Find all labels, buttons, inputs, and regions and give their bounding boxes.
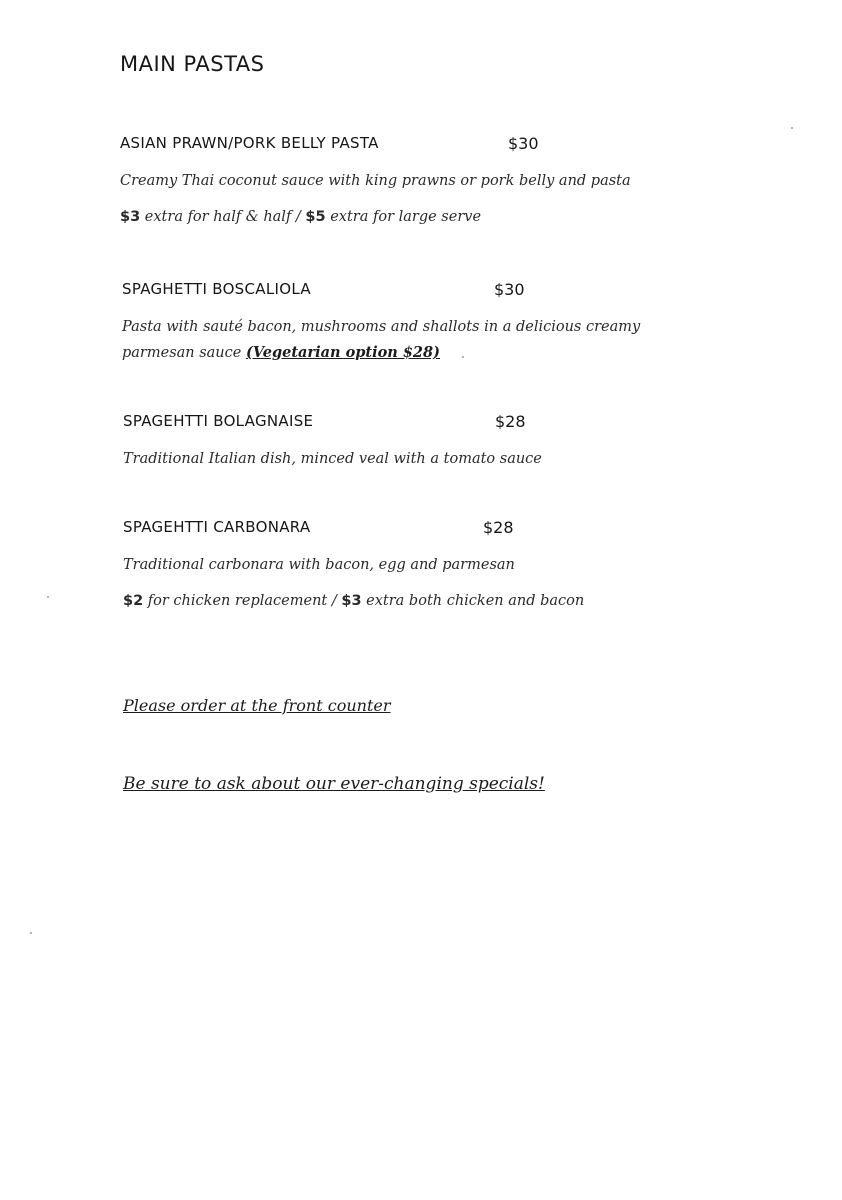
menu-item-description: Traditional Italian dish, minced veal with a tomato sauce	[123, 451, 542, 467]
menu-item-name: SPAGEHTTI CARBONARA	[123, 518, 311, 536]
scan-speck	[47, 596, 49, 598]
menu-item-header	[120, 134, 720, 158]
extra-text: for chicken replacement /	[143, 593, 342, 609]
menu-item-header	[122, 280, 722, 304]
menu-item-spaghetti-carbonara	[123, 518, 723, 614]
scan-speck	[791, 127, 793, 129]
extra-price: $3	[120, 209, 141, 225]
menu-item-name: SPAGHETTI BOSCALIOLA	[122, 280, 311, 298]
menu-item-price: $30	[494, 280, 525, 299]
menu-item-price: $28	[495, 412, 526, 431]
menu-item-price: $30	[508, 134, 539, 153]
specials-note: Be sure to ask about our ever-changing specials!	[123, 774, 545, 794]
vegetarian-option: (Vegetarian option $28)	[245, 344, 440, 361]
menu-item-price: $28	[483, 518, 514, 537]
menu-item-description	[122, 314, 682, 366]
extra-price: $2	[123, 593, 144, 609]
page-title: MAIN PASTAS	[120, 52, 265, 76]
order-note: Please order at the front counter	[123, 696, 391, 715]
scan-speck	[30, 932, 32, 934]
menu-item-description-text: Pasta with sauté bacon, mushrooms and shallots in a delicious creamy parmesan sauce	[122, 319, 641, 361]
menu-item-spaghetti-bolagnaise	[123, 412, 723, 472]
extra-price: $5	[305, 209, 326, 225]
menu-item-name: ASIAN PRAWN/PORK BELLY PASTA	[120, 134, 379, 152]
menu-item-header	[123, 518, 723, 542]
menu-item-description: Traditional carbonara with bacon, egg and parmesan	[123, 557, 515, 573]
menu-item-asian-prawn-pork-belly-pasta	[120, 134, 720, 230]
menu-item-spaghetti-boscaliola	[122, 280, 722, 366]
extra-text: extra both chicken and bacon	[361, 593, 585, 609]
menu-item-header	[123, 412, 723, 436]
extra-text: extra for half & half /	[140, 209, 306, 225]
menu-item-name: SPAGEHTTI BOLAGNAISE	[123, 412, 314, 430]
extra-text: extra for large serve	[325, 209, 482, 225]
menu-item-extras	[120, 204, 720, 230]
menu-item-extras	[123, 588, 723, 614]
menu-item-description: Creamy Thai coconut sauce with king prawns or pork belly and pasta	[120, 173, 631, 189]
extra-price: $3	[341, 593, 362, 609]
scan-speck	[462, 356, 464, 358]
